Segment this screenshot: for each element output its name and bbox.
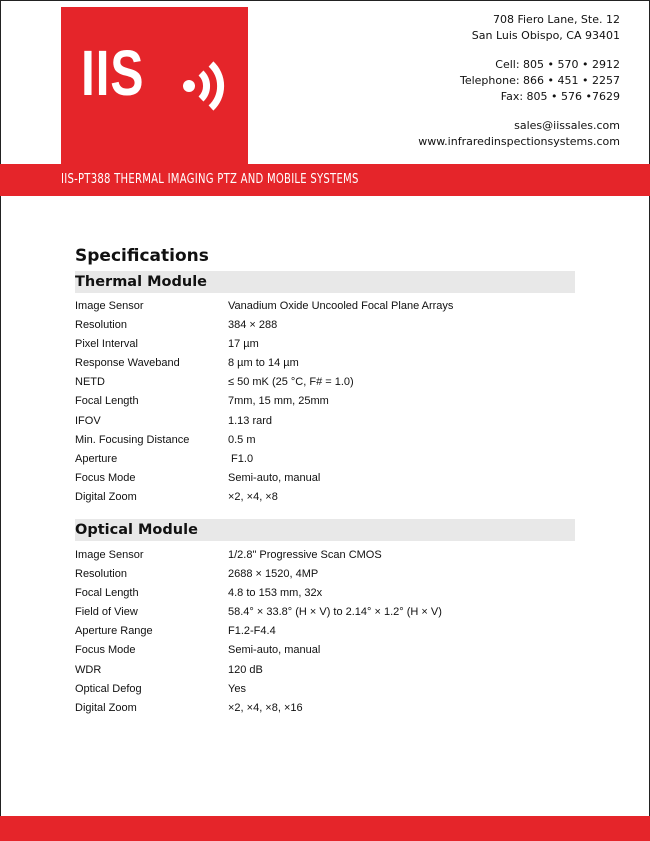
spec-label: IFOV: [75, 414, 101, 427]
thermal-spec-table: [75, 297, 595, 507]
spec-row: [75, 680, 595, 699]
spec-value: 120 dB: [228, 663, 263, 676]
spec-row: [75, 373, 595, 392]
spec-row: [75, 469, 595, 488]
spec-label: Resolution: [75, 319, 127, 332]
banner-title: IIS-PT388 THERMAL IMAGING PTZ AND MOBILE SYSTEMS: [61, 172, 359, 187]
spec-value: Semi-auto, manual: [228, 644, 321, 657]
spec-value: 8 µm to 14 µm: [228, 357, 299, 370]
spec-row: [75, 565, 595, 584]
logo-text: IIS: [81, 37, 145, 109]
spec-label: Aperture: [75, 452, 118, 465]
spec-value: Vanadium Oxide Uncooled Focal Plane Arrays: [228, 300, 454, 312]
spec-label: Digital Zoom: [75, 701, 137, 714]
spec-value: ≤ 50 mK (25 °C, F# = 1.0): [228, 376, 354, 389]
spec-row: [75, 584, 595, 603]
spec-row: [75, 354, 595, 373]
spec-row: [75, 622, 595, 641]
spec-row: [75, 316, 595, 335]
spec-row: [75, 641, 595, 660]
contact-block: [418, 12, 620, 150]
spec-label: NETD: [75, 376, 105, 389]
spec-row: [75, 488, 595, 507]
spec-value: 58.4° × 33.8° (H × V) to 2.14° × 1.2° (H × V): [228, 606, 442, 619]
spec-row: [75, 297, 595, 316]
title-banner: [0, 164, 650, 196]
spec-value: 1/2.8" Progressive Scan CMOS: [228, 549, 382, 561]
spec-value: F1.0: [228, 452, 254, 465]
telephone-number: Telephone: 866 • 451 • 2257: [459, 74, 620, 87]
company-logo: [61, 7, 248, 164]
spec-row: [75, 661, 595, 680]
spec-value: F1.2-F4.4: [228, 625, 276, 638]
spec-value: 1.13 rard: [228, 414, 273, 427]
spec-row: [75, 546, 595, 565]
specifications-heading: Specifications: [75, 246, 209, 266]
address-line-2: San Luis Obispo, CA 93401: [471, 29, 620, 42]
spec-value: 17 µm: [228, 338, 259, 351]
spec-label: Digital Zoom: [75, 490, 137, 503]
signal-waves-icon: [179, 51, 239, 121]
optical-module-header: [75, 519, 575, 541]
spec-label: Focal Length: [75, 395, 139, 408]
optical-spec-table: [75, 546, 595, 718]
spec-label: Response Waveband: [75, 357, 180, 370]
spec-label: Min. Focusing Distance: [75, 433, 190, 446]
website-link[interactable]: www.infraredinspectionsystems.com: [418, 135, 620, 148]
spec-row: [75, 603, 595, 622]
spec-value: 2688 × 1520, 4MP: [228, 568, 319, 581]
email-link[interactable]: sales@iissales.com: [514, 119, 620, 132]
spec-label: Field of View: [75, 606, 138, 619]
spec-label: Resolution: [75, 568, 127, 581]
spec-label: Image Sensor: [75, 549, 144, 561]
spec-label: WDR: [75, 663, 102, 676]
spec-value: 4.8 to 153 mm, 32x: [228, 587, 323, 600]
thermal-module-title: Thermal Module: [75, 274, 208, 290]
spec-label: Optical Defog: [75, 682, 142, 695]
spec-label: Pixel Interval: [75, 338, 138, 351]
fax-number: Fax: 805 • 576 •7629: [500, 90, 620, 103]
spec-row: [75, 335, 595, 354]
spec-label: Focus Mode: [75, 471, 136, 484]
spec-row: [75, 431, 595, 450]
spec-row: [75, 412, 595, 431]
thermal-module-header: [75, 271, 575, 293]
spec-row: [75, 450, 595, 469]
spec-value: Semi-auto, manual: [228, 471, 321, 484]
spec-value: 384 × 288: [228, 319, 278, 332]
spec-value: Yes: [228, 682, 246, 695]
spec-value: ×2, ×4, ×8, ×16: [228, 701, 303, 714]
spec-label: Focal Length: [75, 587, 139, 600]
spec-row: [75, 699, 595, 718]
address-line-1: 708 Fiero Lane, Ste. 12: [492, 13, 620, 26]
footer-bar: [0, 816, 650, 841]
cell-number: Cell: 805 • 570 • 2912: [495, 58, 620, 71]
spec-value: 0.5 m: [228, 433, 256, 446]
spec-value: ×2, ×4, ×8: [228, 490, 278, 503]
spec-label: Aperture Range: [75, 625, 153, 638]
spec-label: Focus Mode: [75, 644, 136, 657]
optical-module-title: Optical Module: [75, 522, 198, 538]
spec-row: [75, 392, 595, 411]
spec-label: Image Sensor: [75, 300, 144, 312]
spec-value: 7mm, 15 mm, 25mm: [228, 395, 329, 408]
